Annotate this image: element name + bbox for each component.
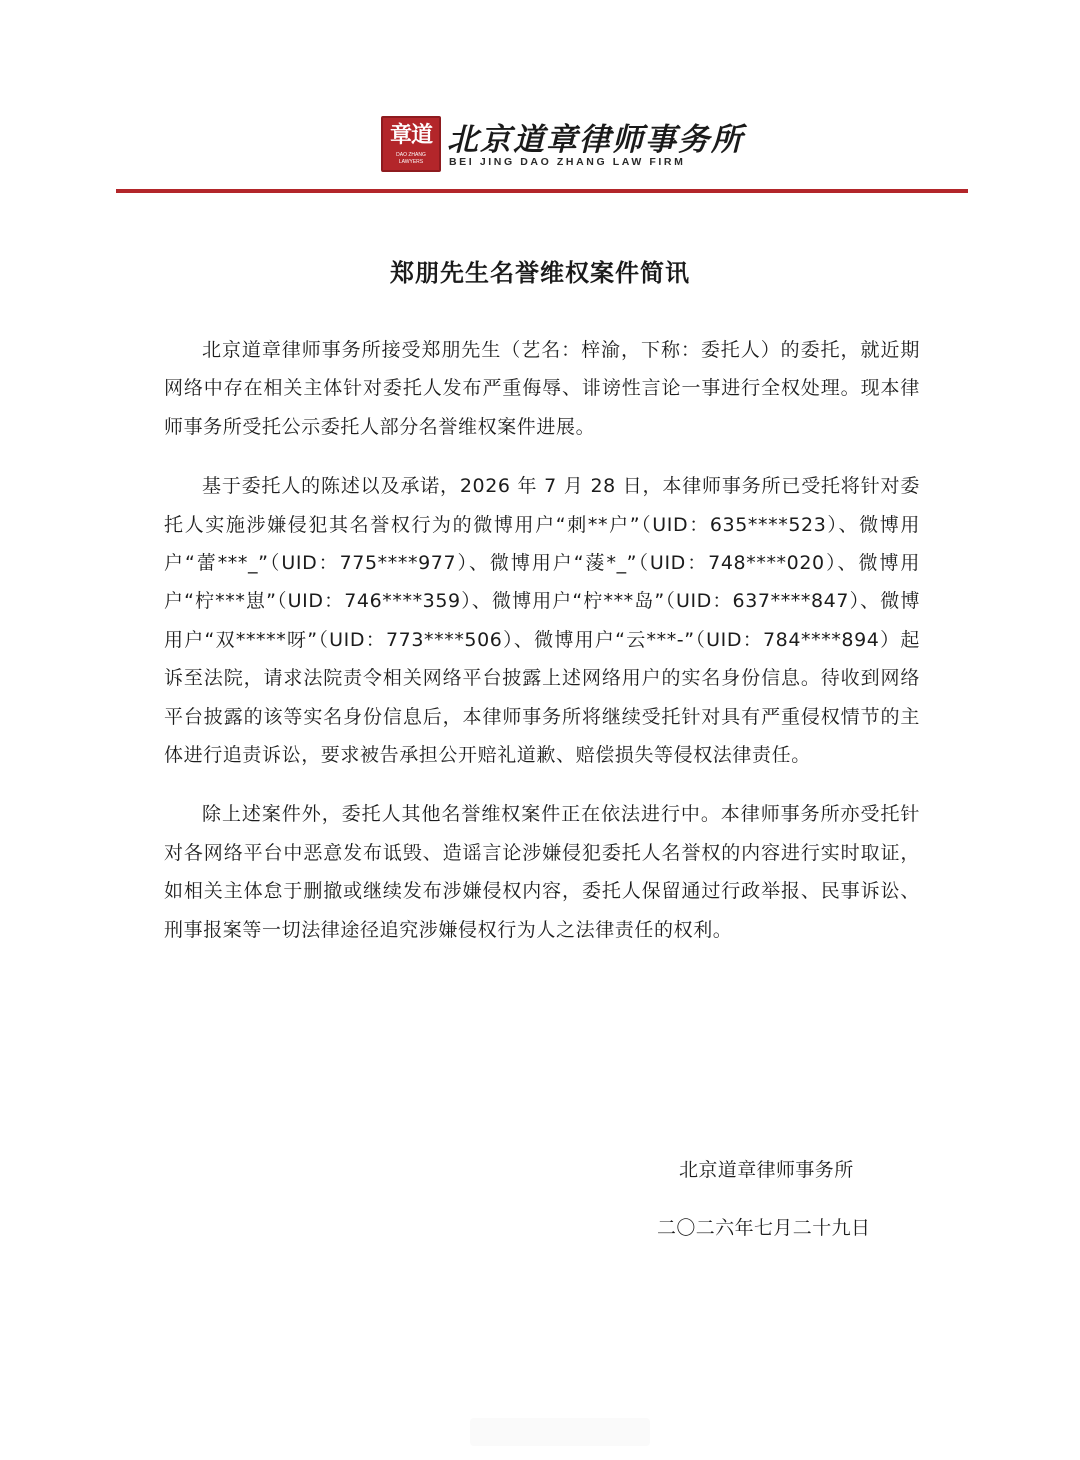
paragraph-other-cases: 除上述案件外，委托人其他名誉维权案件正在依法进行中。本律师事务所亦受托针对各网络平台中恶意发布诋毁、造谣言论涉嫌侵犯委托人名誉权的内容进行实时取证，如相关主体怠于删撤或继续发布涉嫌侵权内容，委托人保留通过行政举报、民事诉讼、刑事报案等一切法律途径追究涉嫌侵权行为人之法律责任的权利。 <box>164 803 920 941</box>
letterhead-divider <box>116 189 968 193</box>
document-body <box>164 331 920 970</box>
letterhead <box>0 0 1080 200</box>
signature-date: 二〇二六年七月二十九日 <box>657 1217 871 1239</box>
paragraph-lawsuit: 基于委托人的陈述以及承诺，2026 年 7 月 28 日，本律师事务所已受托将针对委托人实施涉嫌侵犯其名誉权行为的微博用户“刺**户”（UID：635****523）、微博用户“蕾***_”（UID：775****977）、微博用户“蔆*_”（UID：748****020）、微博用户“柠***崽”（UID：746****359）、微博用户“柠***岛”（UID：637****847）、微博用户“双*****呀”（UID：773****506）、微博用户“云***-”（UID：784****894）起诉至法院，请求法院责令相关网络平台披露上述网络用户的实名身份信息。待收到网络平台披露的该等实名身份信息后，本律师事务所将继续受托针对具有严重侵权情节的主体进行追责诉讼，要求被告承担公开赔礼道歉、赔偿损失等侵权法律责任。 <box>164 475 920 767</box>
firm-name-chinese: 北京道章律师事务所 <box>447 122 744 158</box>
seal-characters: 章道 <box>389 122 432 148</box>
faint-watermark <box>470 1418 650 1446</box>
document-title: 郑朋先生名誉维权案件简讯 <box>390 259 690 287</box>
seal-subtitle-line2: LAWYERS <box>398 159 424 165</box>
paragraph-intro: 北京道章律师事务所接受郑朋先生（艺名：梓渝，下称：委托人）的委托，就近期网络中存在相关主体针对委托人发布严重侮辱、诽谤性言论一事进行全权处理。现本律师事务所受托公示委托人部分名誉维权案件进展。 <box>164 339 920 438</box>
firm-name-english: BEI JING DAO ZHANG LAW FIRM <box>449 156 686 168</box>
signature-firm-name: 北京道章律师事务所 <box>679 1159 854 1181</box>
firm-seal-logo <box>381 116 441 172</box>
seal-subtitle-line1: DAO ZHANG <box>396 152 426 158</box>
